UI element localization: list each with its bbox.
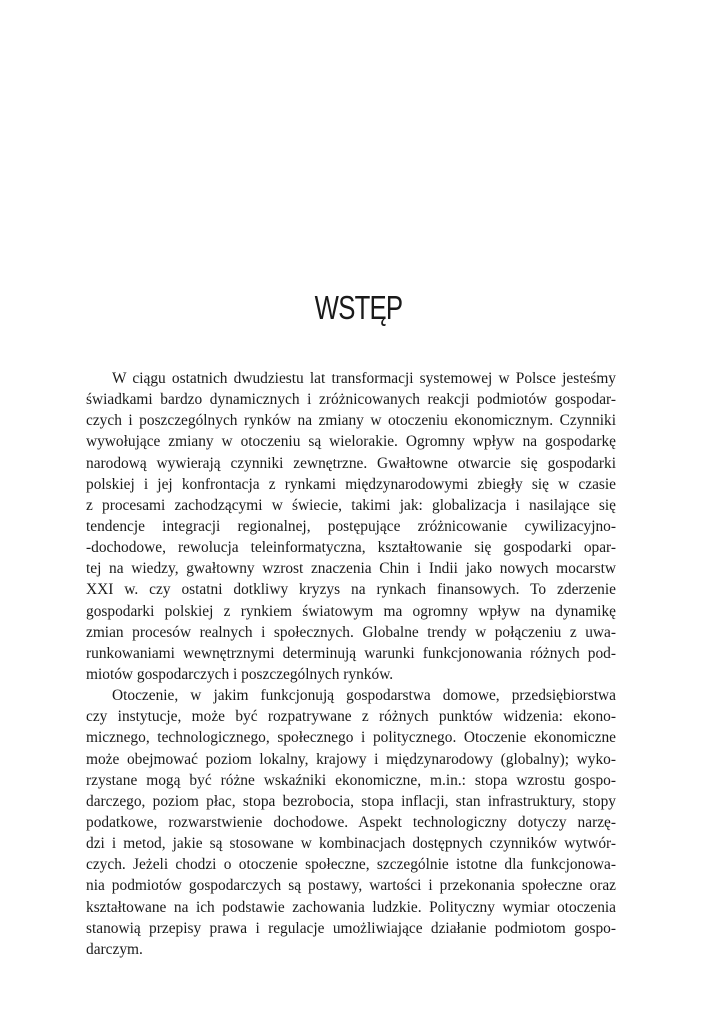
- text-line: rzystane mogą być różne wskaźniki ekonomiczne, m.in.: stopa wzrostu gospo-: [86, 771, 616, 789]
- text-line: z procesami zachodzącymi w świecie, takimi jak: globalizacja i nasilające się: [86, 496, 616, 514]
- text-line: może obejmować poziom lokalny, krajowy i międzynarodowy (globalny); wyko-: [86, 750, 616, 768]
- text-line: gospodarki polskiej z rynkiem światowym ma ogromny wpływ na dynamikę: [86, 602, 616, 620]
- text-line: darczym.: [86, 940, 143, 958]
- text-line: polskiej i jej konfrontacja z rynkami międzynarodowymi zbiegły się w czasie: [86, 475, 616, 493]
- text-line: czych. Jeżeli chodzi o otoczenie społeczne, szczególnie istotne dla funkcjonowa-: [86, 856, 616, 874]
- text-line: tendencje integracji regionalnej, postępujące zróżnicowanie cywilizacyjno-: [86, 517, 616, 535]
- text-line: zmian procesów realnych i społecznych. Globalne trendy w połączeniu z uwa-: [86, 623, 616, 641]
- text-line: świadkami bardzo dynamicznych i zróżnicowanych reakcji podmiotów gospodar-: [86, 391, 616, 409]
- text-line: czych i poszczególnych rynków na zmiany w otoczeniu ekonomicznym. Czynniki: [86, 412, 616, 430]
- paragraph-2: [86, 685, 616, 960]
- paragraph-1: [86, 368, 616, 685]
- text-line: narodową wywierają czynniki zewnętrzne. Gwałtowne otwarcie się gospodarki: [86, 454, 616, 472]
- text-line: XXI w. czy ostatni dotkliwy kryzys na rynkach finansowych. To zderzenie: [86, 581, 616, 599]
- text-line: kształtowane na ich podstawie zachowania ludzkie. Polityczny wymiar otoczenia: [86, 898, 616, 916]
- text-line: runkowaniami wewnętrznymi determinują warunki funkcjonowania różnych pod-: [86, 644, 616, 662]
- text-line: podatkowe, rozwarstwienie dochodowe. Aspekt technologiczny dotyczy narzę-: [86, 813, 616, 831]
- text-line: miotów gospodarczych i poszczególnych rynków.: [86, 665, 394, 683]
- text-line: nia podmiotów gospodarczych są postawy, wartości i przekonania społeczne oraz: [86, 877, 616, 895]
- text-line: Otoczenie, w jakim funkcjonują gospodarstwa domowe, przedsiębiorstwa: [112, 687, 616, 705]
- text-line: W ciągu ostatnich dwudziestu lat transformacji systemowej w Polsce jesteśmy: [112, 370, 616, 387]
- text-line: micznego, technologicznego, społecznego i politycznego. Otoczenie ekonomiczne: [86, 729, 616, 747]
- body-text: [86, 368, 616, 960]
- text-line: -dochodowe, rewolucja teleinformatyczna, kształtowanie się gospodarki opar-: [86, 539, 616, 557]
- page-title: WSTĘP: [314, 289, 403, 326]
- text-line: darczego, poziom płac, stopa bezrobocia, stopa inflacji, stan infrastruktury, stopy: [86, 792, 616, 810]
- text-line: stanowią przepisy prawa i regulacje umożliwiające działanie podmiotom gospo-: [86, 919, 616, 937]
- text-line: wywołujące zmiany w otoczeniu są wielorakie. Ogromny wpływ na gospodarkę: [86, 433, 616, 451]
- text-line: tej na wiedzy, gwałtowny wzrost znaczenia Chin i Indii jako nowych mocarstw: [86, 560, 616, 578]
- text-line: dzi i metod, jakie są stosowane w kombinacjach dostępnych czynników wytwór-: [86, 835, 616, 853]
- text-line: czy instytucje, może być rozpatrywane z różnych punktów widzenia: ekono-: [86, 708, 616, 726]
